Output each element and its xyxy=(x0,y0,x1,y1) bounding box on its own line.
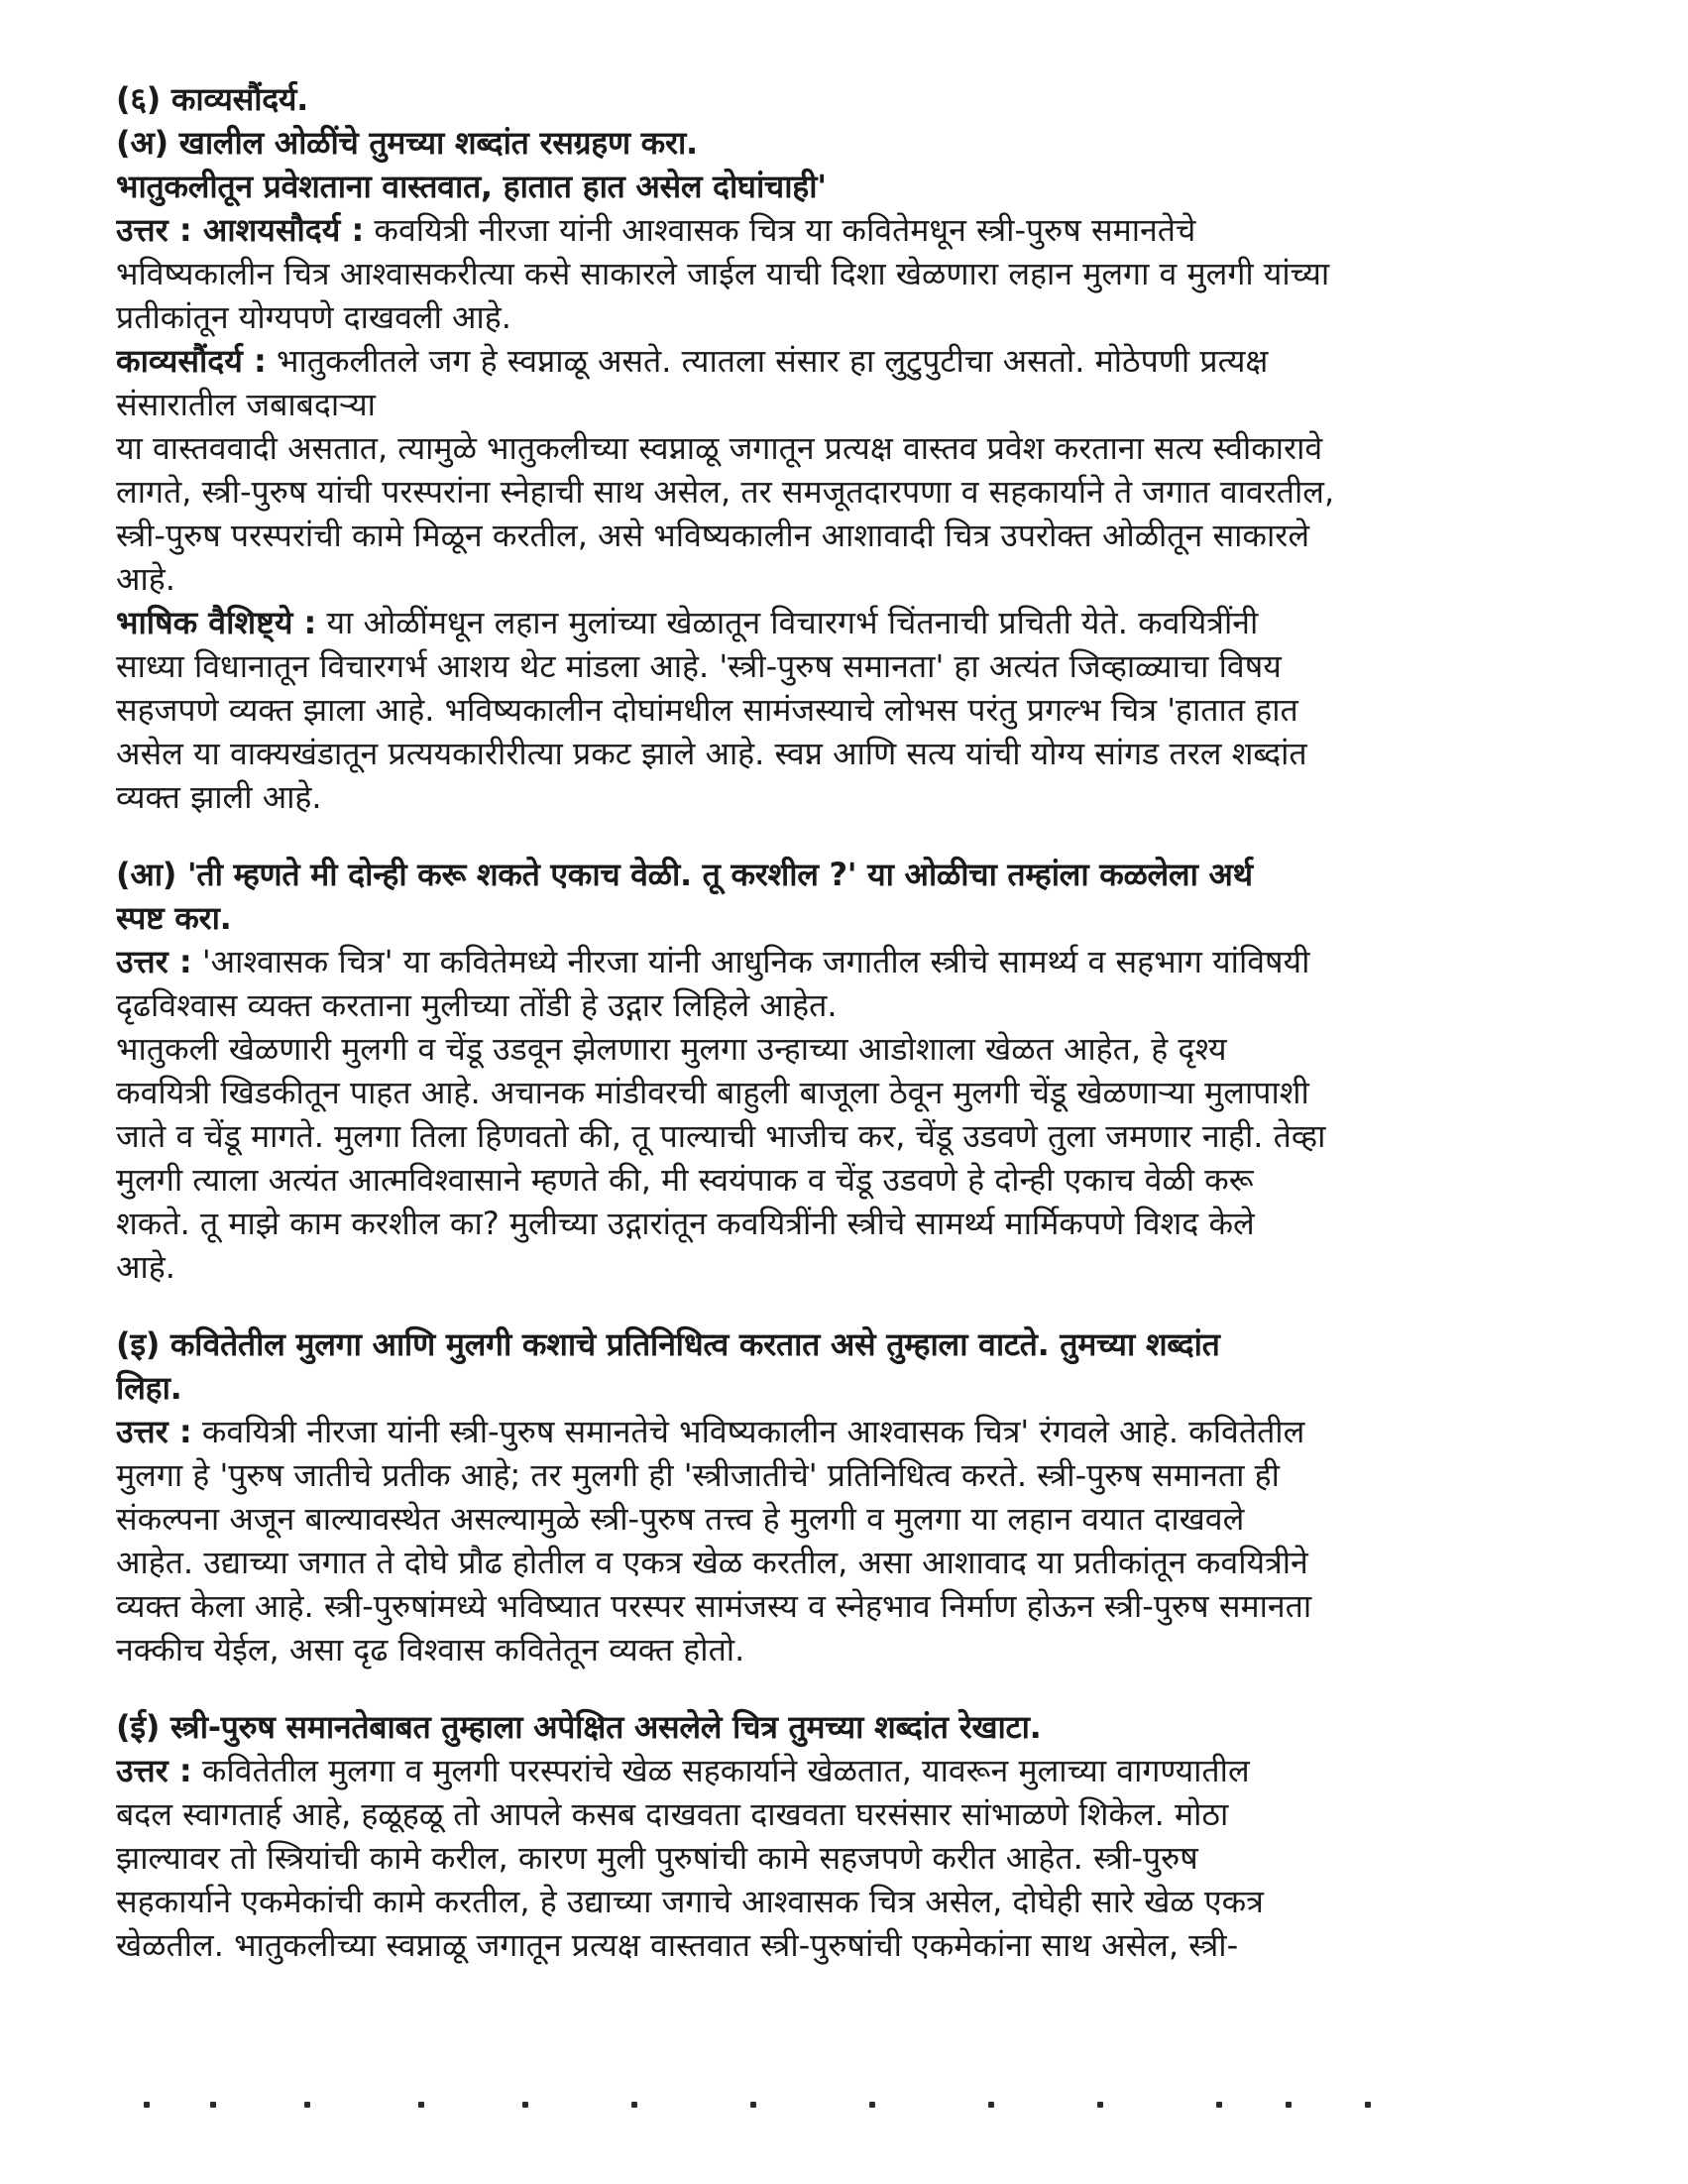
answer-label: भाषिक वैशिष्ट्ये : xyxy=(116,604,317,641)
question-heading xyxy=(116,1366,1573,1410)
answer-line xyxy=(116,426,1573,470)
line-text: संसारातील जबाबदाऱ्या xyxy=(116,386,376,423)
answer-line xyxy=(116,940,1573,983)
line-text: (ई) स्त्री-पुरुष समानतेबाबत तुम्हाला अपेक्षित असलेले चित्र तुमच्या शब्दांत रेखाटा. xyxy=(116,1708,1042,1746)
answer-line xyxy=(116,1027,1573,1071)
answer-line xyxy=(116,514,1573,557)
line-text: कवयित्री खिडकीतून पाहत आहे. अचानक मांडीवरची बाहुली बाजूला ठेवून मुलगी चेंडू खेळणाऱ्या मुलापाशी xyxy=(116,1074,1309,1111)
answer-line xyxy=(116,1541,1573,1584)
line-text: स्पष्ट करा. xyxy=(116,899,232,937)
answer-line xyxy=(116,1497,1573,1541)
question-heading xyxy=(116,1322,1573,1366)
section-1 xyxy=(116,853,1573,1289)
line-text: बदल स्वागतार्ह आहे, हळूहळू तो आपले कसब दाखवता दाखवता घरसंसार सांभाळणे शिकेल. मोठा xyxy=(116,1795,1229,1833)
answer-line xyxy=(116,1158,1573,1202)
line-text: भातुकलीतले जग हे स्वप्नाळू असते. त्यातला संसार हा लुटुपुटीचा असतो. मोठेपणी प्रत्यक्ष xyxy=(266,342,1269,380)
answer-line xyxy=(116,1628,1573,1671)
answer-line xyxy=(116,339,1573,383)
line-text: लिहा. xyxy=(116,1369,182,1407)
line-text: मुलगा हे 'पुरुष जातीचे प्रतीक आहे; तर मुलगी ही 'स्त्रीजातीचे' प्रतिनिधित्व करते. स्त्री-पुरुष समानता ही xyxy=(116,1456,1280,1494)
answer-line xyxy=(116,983,1573,1027)
section-gap xyxy=(116,1671,1573,1705)
line-text: भातुकली खेळणारी मुलगी व चेंडू उडवून झेलणारा मुलगा उन्हाच्या आडोशाला खेळत आहेत, हे दृश्य xyxy=(116,1030,1227,1068)
line-text: मुलगी त्याला अत्यंत आत्मविश्वासाने म्हणते की, मी स्वयंपाक व चेंडू उडवणे हे दोन्ही एकाच वेळी करू xyxy=(116,1161,1254,1199)
answer-line xyxy=(116,1749,1573,1792)
line-text: साध्या विधानातून विचारगर्भ आशय थेट मांडला आहे. 'स्त्री-पुरुष समानता' हा अत्यंत जिव्हाळ्याचा विषय xyxy=(116,647,1282,685)
line-text: आहे. xyxy=(116,1248,175,1286)
answer-label: उत्तर : xyxy=(116,943,192,980)
answer-label: उत्तर : xyxy=(116,1752,192,1789)
answer-label: उत्तर : xyxy=(116,1413,192,1450)
answer-line xyxy=(116,732,1573,775)
line-text: कवितेतील मुलगा व मुलगी परस्परांचे खेळ सहकार्याने खेळतात, यावरून मुलाच्या वागण्यातील xyxy=(191,1752,1250,1789)
answer-line xyxy=(116,557,1573,601)
line-text: असेल या वाक्यखंडातून प्रत्ययकारीरीत्या प्रकट झाले आहे. स्वप्न आणि सत्य यांची योग्य सांगड तरल शब्दांत xyxy=(116,735,1307,772)
line-text: प्रतीकांतून योग्यपणे दाखवली आहे. xyxy=(116,298,511,336)
line-text: व्यक्त झाली आहे. xyxy=(116,778,322,816)
line-text: भविष्यकालीन चित्र आश्वासकरीत्या कसे साकारले जाईल याची दिशा खेळणारा लहान मुलगा व मुलगी यांच्या xyxy=(116,255,1330,292)
answer-line xyxy=(116,1792,1573,1836)
line-text: खेळतील. भातुकलीच्या स्वप्नाळू जगातून प्रत्यक्ष वास्तवात स्त्री-पुरुषांची एकमेकांना साथ असेल, स्त्री- xyxy=(116,1926,1239,1964)
line-text: सहजपणे व्यक्त झाला आहे. भविष्यकालीन दोघांमधील सामंजस्याचे लोभस परंतु प्रगल्भ चित्र 'हातात हात xyxy=(116,691,1298,729)
section-gap xyxy=(116,819,1573,853)
answer-line xyxy=(116,644,1573,688)
cut-off-next-line xyxy=(116,2102,1424,2120)
answer-line xyxy=(116,1880,1573,1923)
question-heading xyxy=(116,896,1573,940)
answer-line xyxy=(116,1245,1573,1289)
answer-line xyxy=(116,252,1573,295)
question-heading xyxy=(116,165,1573,208)
answer-line xyxy=(116,1836,1573,1880)
line-text: या ओळींमधून लहान मुलांच्या खेळातून विचारगर्भ चिंतनाची प्रचिती येते. कवयित्रींनी xyxy=(316,604,1259,641)
answer-line xyxy=(116,208,1573,252)
answer-line xyxy=(116,601,1573,644)
line-text: 'आश्वासक चित्र' या कवितेमध्ये नीरजा यांनी आधुनिक जगातील स्त्रीचे सामर्थ्य व सहभाग यांविषयी xyxy=(191,943,1310,980)
answer-line xyxy=(116,1114,1573,1158)
answer-line xyxy=(116,1071,1573,1114)
answer-line xyxy=(116,470,1573,514)
section-3 xyxy=(116,1705,1573,1967)
line-text: शकते. तू माझे काम करशील का? मुलीच्या उद्गारांतून कवयित्रींनी स्त्रीचे सामर्थ्य मार्मिकपणे विशद केले xyxy=(116,1205,1255,1242)
document-page xyxy=(116,77,1573,1967)
answer-line xyxy=(116,1202,1573,1245)
answer-line xyxy=(116,1584,1573,1628)
line-text: कवयित्री नीरजा यांनी आश्वासक चित्र या कवितेमधून स्त्री-पुरुष समानतेचे xyxy=(364,211,1196,249)
answer-line xyxy=(116,295,1573,339)
section-2 xyxy=(116,1322,1573,1671)
line-text: स्त्री-पुरुष परस्परांची कामे मिळून करतील, असे भविष्यकालीन आशावादी चित्र उपरोक्त ओळीतून साकारले xyxy=(116,517,1310,554)
line-text: लागते, स्त्री-पुरुष यांची परस्परांना स्नेहाची साथ असेल, तर समजूतदारपणा व सहकार्याने ते जगात वावरतील, xyxy=(116,473,1335,511)
answer-line xyxy=(116,383,1573,426)
question-heading xyxy=(116,853,1573,896)
line-text: आहे. xyxy=(116,560,175,598)
answer-line xyxy=(116,1410,1573,1453)
line-text: (६) काव्यसौंदर्य. xyxy=(116,80,309,118)
line-text: संकल्पना अजून बाल्यावस्थेत असल्यामुळे स्त्री-पुरुष तत्त्व हे मुलगी व मुलगा या लहान वयात दाखवले xyxy=(116,1500,1245,1538)
line-text: (अ) खालील ओळींचे तुमच्या शब्दांत रसग्रहण करा. xyxy=(116,124,698,162)
answer-line xyxy=(116,1453,1573,1497)
line-text: आहेत. उद्याच्या जगात ते दोघे प्रौढ होतील व एकत्र खेळ करतील, असा आशावाद या प्रतीकांतून कवयित्रीने xyxy=(116,1544,1308,1581)
section-gap xyxy=(116,1289,1573,1322)
line-text: दृढविश्वास व्यक्त करताना मुलीच्या तोंडी हे उद्गार लिहिले आहेत. xyxy=(116,986,838,1024)
answer-label: काव्यसौंदर्य : xyxy=(116,342,267,380)
section-0 xyxy=(116,77,1573,819)
question-heading xyxy=(116,77,1573,121)
line-text: झाल्यावर तो स्त्रियांची कामे करील, कारण मुली पुरुषांची कामे सहजपणे करीत आहेत. स्त्री-पुरुष xyxy=(116,1839,1198,1877)
line-text: जाते व चेंडू मागते. मुलगा तिला हिणवतो की, तू पाल्याची भाजीच कर, चेंडू उडवणे तुला जमणार नाही. तेव्हा xyxy=(116,1117,1326,1155)
line-text: या वास्तववादी असतात, त्यामुळे भातुकलीच्या स्वप्नाळू जगातून प्रत्यक्ष वास्तव प्रवेश करताना सत्य स्वीकारावे xyxy=(116,429,1323,467)
answer-line xyxy=(116,1923,1573,1967)
line-text: भातुकलीतून प्रवेशताना वास्तवात, हातात हात असेल दोघांचाही' xyxy=(116,168,827,205)
line-text: सहकार्याने एकमेकांची कामे करतील, हे उद्याच्या जगाचे आश्वासक चित्र असेल, दोघेही सारे खेळ एकत्र xyxy=(116,1883,1264,1920)
line-text: कवयित्री नीरजा यांनी स्त्री-पुरुष समानतेचे भविष्यकालीन आश्वासक चित्र' रंगवले आहे. कवितेतील xyxy=(191,1413,1305,1450)
line-text: नक्कीच येईल, असा दृढ विश्वास कवितेतून व्यक्त होतो. xyxy=(116,1631,745,1668)
answer-line xyxy=(116,775,1573,819)
question-heading xyxy=(116,121,1573,165)
line-text: (इ) कवितेतील मुलगा आणि मुलगी कशाचे प्रतिनिधित्व करतात असे तुम्हाला वाटते. तुमच्या शब्दांत xyxy=(116,1325,1220,1363)
line-text: व्यक्त केला आहे. स्त्री-पुरुषांमध्ये भविष्यात परस्पर सामंजस्य व स्नेहभाव निर्माण होऊन स्त्री-पुरुष समानता xyxy=(116,1587,1312,1625)
answer-line xyxy=(116,688,1573,732)
answer-label: उत्तर : आशयसौदर्य : xyxy=(116,211,365,249)
line-text: (आ) 'ती म्हणते मी दोन्ही करू शकते एकाच वेळी. तू करशील ?' या ओळीचा तम्हांला कळलेला अर्थ xyxy=(116,856,1253,893)
question-heading xyxy=(116,1705,1573,1749)
